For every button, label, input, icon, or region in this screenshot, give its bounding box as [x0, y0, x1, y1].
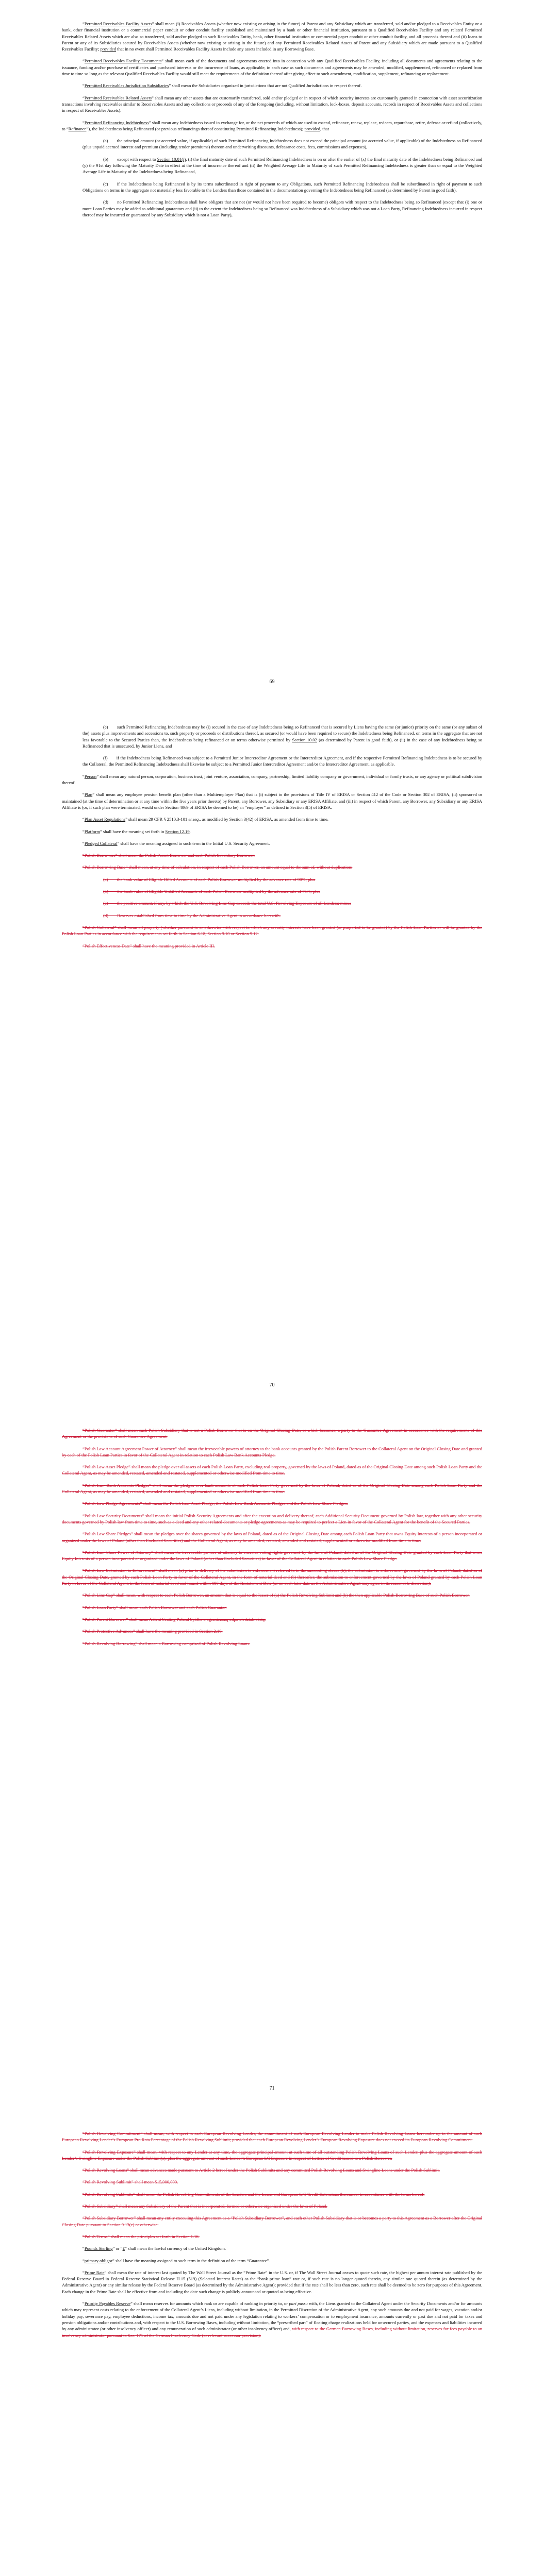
text-run: (d) no Permitted Refinancing Indebtedness shall have obligors that are not (or would not have been required to become) obligors with respect to the Indebtedness being so Refinanced (except that (i) one or more Loan Parties may be added as additional guarantors and (ii) to the extent the Indebtedness being so Refinanced was Indebtedness of a Subsidiary which was not a Loan Party, Refinancing Indebtedness incurred in respect thereof may be incurred or guaranteed by any Subsidiary which is not a Loan Party), [83, 199, 482, 217]
definition-paragraph [62, 1604, 482, 1611]
text-run: “ [83, 2258, 85, 2263]
text-run: that in no event shall Permitted Receivables Facility Assets include any assets included in any Borrowing Base. [116, 46, 315, 52]
deleted-text: “Polish Effectiveness Date” shall have the meaning provided in Article III. [83, 943, 215, 948]
text-run: “ [83, 21, 85, 26]
defined-term: Section 12.19 [165, 828, 190, 834]
deleted-text: “Polish Law Share Power of Attorney” shall mean the irrevocable powers of attorney to exercise voting rights governed by the laws of Poland, dated as of the Original Closing Date granted by each Loan Party that owns Equity Interests of a person incorporated or organized under the laws of Poland (other than Excluded Securities) in favor of the Collateral Agent in relation to each Polish Law Share Pledge. [62, 1549, 482, 1562]
text-run: ” shall mean (i) Receivables Assets (whether now existing or arising in the future) of Parent and any Subsidiary which are transferred, sold and/or pledged to a Receivables Entity or a bank, other financial institution or a commercial paper conduit or other conduit facility established and maintained by a bank or other financial institution, pursuant to a Qualified Receivables Facility and any related Permitted Receivables Related Assets which are also so transferred, sold and/or pledged to such Receivables Entity, bank, other financial institution or commercial paper conduit or other conduit facility, and all proceeds thereof and (ii) loans to Parent or any of its Subsidiaries secured by Receivables Assets (whether now existing or arising in the future) and any Permitted Receivables Related Assets of Parent and any Subsidiary which are made pursuant to a Qualified Receivables Facility; [62, 21, 482, 52]
definition-paragraph [62, 2179, 482, 2185]
text-run: pari passu [289, 2301, 308, 2307]
definition-paragraph [62, 1427, 482, 1440]
deleted-text: “Polish Subsidiary” shall mean any Subsidiary of the Parent that is incorporated, formed or otherwise organized under the laws of Poland. [83, 2204, 327, 2209]
text-run: (c) if the Indebtedness being Refinanced is by its terms subordinated in right of payment to any Obligations, such Permitted Refinancing Indebtedness shall be subordinated in right of payment to such Obligations on terms in the aggregate not materially less favorable to the Lenders than those contained in the documentation governing the Indebtedness being Refinanced (as determined by Parent in good faith), [83, 181, 482, 193]
text-run: with, the Liens granted to the Collateral Agent under the Security Documents and/or for amounts which may represent costs relating to the enforcement of the Collateral Agent’s Liens, including without limitation, in the Permitted Discretion of the Administrative Agent, any such amounts due and not paid for wages, vacation and/or holiday pay, severance pay, employee deductions, income tax, amounts due and not paid under any legislation relating to workers’ compensation or to employment insurance, amounts currently or past due and not paid for taxes and pension obligations and/or contributions and, with respect to the U.S. Borrowing Bases, including without limitation, the “prescribed part” of floating charge realizations held for unsecured parties, and the expenses and liabilities incurred by any administrator (or other insolvency officer) and any remuneration of such administrator (or other insolvency officer) and, [62, 2301, 482, 2332]
text-run: “ [83, 773, 85, 779]
text-run: “ [83, 792, 85, 798]
text-run: ” or “ [112, 2246, 123, 2251]
definition-paragraph [62, 2191, 482, 2197]
defined-term: Permitted Refinancing Indebtedness [84, 120, 149, 125]
definition-paragraph [62, 2245, 482, 2251]
deleted-text: “Polish Law Asset Pledge” shall mean the pledge over all assets of each Polish Loan Party, excluding real property, governed by the laws of Poland, dated as of the Original Closing Date among such Polish Loan Party and the Collateral Agent, as may be amended, restated, amended and restated, supplemented or otherwise modified from time to time. [62, 1464, 482, 1476]
text-run: ., as modified by Section 3(42) of ERISA, as amended from time to time. [199, 817, 328, 822]
definition-paragraph [62, 2300, 482, 2338]
text-run: ” shall mean 29 CFR § 2510.3-101 [125, 817, 189, 822]
definition-paragraph [62, 1531, 482, 1544]
defined-term: Priority Payables Reserve [84, 2301, 130, 2307]
definition-subclause [62, 900, 482, 906]
definition-paragraph [62, 828, 482, 835]
definition-paragraph [62, 120, 482, 132]
defined-term: Permitted Receivables Jurisdiction Subsidiaries [84, 83, 169, 89]
definition-paragraph [62, 1500, 482, 1506]
deleted-text: “Polish Line Cap” shall mean, with respect to each Polish Borrower, an amount that is equal to the lesser of (a) the Polish Revolving Sublimit and (b) the then applicable Polish Borrowing Base of such Polish Borrower. [83, 1592, 470, 1598]
page-number: 69 [269, 679, 275, 685]
deleted-text: “Polish Law Submission to Enforcement” shall mean (a) prior to delivery of the submission to enforcement referred to in the succeeding clause (b), the submission to enforcement governed by the laws of Poland, dated as of the Original Closing Date, granted by each Polish Loan Party in favor of the Collateral Agent, in the form of notarial deed and (b) thereafter, the submission to enforcement governed by the laws of Poland granted by each Polish Loan Party in favor of the Collateral Agent, in the form of notarial deed and issued within 180 days of the Restatement Date (or on such later date as the Administrative Agent may agree in its reasonable discretion). [62, 1568, 482, 1586]
definition-paragraph [62, 1549, 482, 1562]
definition-subclause [62, 156, 482, 175]
definition-paragraph [62, 852, 482, 858]
definition-paragraph [62, 2269, 482, 2295]
deleted-text: “Polish Revolving Sublimit” shall mean $15,000,000. [83, 2179, 178, 2185]
text-run: , that [320, 126, 329, 131]
defined-term: Pledged Collateral [84, 840, 118, 846]
defined-term: Permitted Receivables Facility Documents [84, 58, 162, 64]
text-run: “ [83, 83, 85, 89]
defined-term: £ [122, 2246, 125, 2251]
document-page [0, 0, 544, 703]
deleted-text: “Polish Law Pledge Agreements” shall mean the Polish Law Asset Pledge, the Polish Law Bank Accounts Pledges and the Polish Law Share Pledges. [83, 1501, 348, 1506]
deleted-text: “Polish Revolving Commitment” shall mean, with respect to each European Revolving Lender, the commitment of such European Revolving Lender to make Polish Revolving Loans hereunder up to the amount of such European Revolving Lender’s European Pro Rata Percentage of the Polish Revolving Sublimit; provided that each European Revolving Lender’s European Revolving Exposure does not exceed its European Revolving Commitment. [62, 2131, 482, 2143]
definition-paragraph [62, 1446, 482, 1459]
definition-paragraph [62, 791, 482, 810]
defined-term: Permitted Receivables Facility Assets [84, 21, 152, 26]
definition-subclause [62, 199, 482, 218]
definition-subclause [62, 138, 482, 150]
definition-paragraph [62, 1513, 482, 1526]
defined-term: Person [84, 773, 97, 779]
definition-paragraph [62, 58, 482, 77]
definition-subclause [62, 755, 482, 768]
deleted-text: (b) the book value of Eligible Unbilled Accounts of each Polish Borrower multiplied by the advance rate of 75%; plus [103, 889, 320, 894]
definition-subclause [62, 876, 482, 883]
definition-paragraph [62, 2130, 482, 2143]
definition-paragraph [62, 1567, 482, 1586]
definition-paragraph [62, 1616, 482, 1622]
defined-term: Section 10.02 [292, 737, 317, 742]
definition-paragraph [62, 1628, 482, 1634]
page-number: 71 [269, 2086, 275, 2091]
deleted-text: “Polish Law Security Documents” shall mean the initial Polish Security Agreements and after the execution and delivery thereof, each Additional Security Document governed by Polish law, together with any other security documents governed by Polish law from time to time, such as a deed and any other related documents or pledge agreements as may be required to perfect a Lien in favor of the Collateral Agent for the benefit of the Secured Parties. [62, 1513, 482, 1524]
text-run: “ [83, 95, 85, 100]
text-run: “ [83, 840, 85, 846]
definition-paragraph [62, 773, 482, 786]
text-run: “ [83, 817, 85, 822]
deleted-text: “Polish Law Account Agreement Power of Attorney” shall mean the irrevocable powers of attorney to the bank accounts granted by the Polish Parent Borrower to the Collateral Agent on the Original Closing Date and granted by each of the Polish Loan Parties in favor of the Collateral Agent in relation to each Polish Law Bank Accounts Pledge. [62, 1446, 482, 1458]
defined-term: Plan [84, 792, 93, 798]
text-run: ” shall mean any other assets that are customarily transferred, sold and/or pledged or in respect of which security interests are customarily granted in connection with asset securitization transactions involving receivables similar to Receivables Assets and any collections or proceeds of any of the foregoing (including, without limitation, lock-boxes, deposit accounts, records in respect of Receivables Assets and collections in respect of Receivables Assets). [62, 95, 483, 113]
deleted-text: “Polish Revolving Borrowing” shall mean a Borrowing comprised of Polish Revolving Loans. [83, 1640, 251, 1646]
page-number: 70 [269, 1382, 275, 1388]
text-run: ” shall mean reserves for amounts which rank or are capable of ranking in priority to, or [130, 2301, 289, 2307]
text-run: . [189, 828, 191, 834]
text-run: ” shall mean each of the documents and agreements entered into in connection with any Qualified Receivables Facility, including all documents and agreements relating to the issuance, funding and/or purchase of certificates and purchased interests or the incurrence of loans, as applicable, in each case as such documents and agreements may be amended, modified, supplemented, refinanced or replaced from time to time so long as the relevant Qualified Receivables Facility would still meet the requirements of the definition thereof after giving effect to such amendment, modification, supplement, refinancing or replacement. [62, 58, 482, 77]
deleted-text: “Polish Revolving Sublimits” shall mean the Polish Revolving Commitments of the Lenders and the Loans and European L/C Credit Extensions thereunder in accordance with the terms hereof. [83, 2191, 425, 2197]
text-run: (f) if the Indebtedness being Refinanced was subject to a Permitted Junior Intercreditor Agreement or the Intercreditor Agreement, and if the respective Permitted Refinancing Indebtedness is to be secured by the Collateral, the Permitted Refinancing Indebtedness shall likewise be subject to a Permitted Junior Intercreditor Agreement and/or the Intercreditor Agreement, as applicable. [83, 755, 482, 767]
text-run: ” shall have the meaning set forth in [100, 828, 166, 834]
deleted-text: “Polish Law Bank Accounts Pledges” shall mean the pledges over bank accounts of each Polish Loan Party governed by the laws of Poland, dated as of the Original Closing Date among each Polish Loan Party and the Collateral Agent, as may be amended, restated, amended and restated, supplemented or otherwise modified from time to time. [62, 1482, 482, 1495]
definition-subclause [62, 724, 482, 749]
definition-paragraph [62, 95, 482, 114]
defined-term: provided [100, 46, 117, 52]
text-run: (b) except with respect to [103, 156, 157, 162]
deleted-text: (c) the positive amount, if any, by which the U.S. Revolving Line Cap exceeds the total U.S. Revolving Exposure of all Lenders; minus [103, 901, 351, 906]
text-run: ” shall have the meaning assigned to such term in the Initial U.S. Security Agreement. [117, 840, 270, 846]
definition-paragraph [62, 2215, 482, 2228]
text-run: ” shall mean any employee pension benefit plan (other than a Multiemployer Plan) that is (i) subject to the provisions of Title IV of ERISA or Section 412 of the Code or Section 302 of ERISA, (ii) sponsored or maintained (at the time of determination or at any time within the five years prior thereto) by Parent, any Borrower, any Subsidiary or any ERISA Affiliate, and (iii) in respect of which Parent, any Borrower, any Subsidiary or any ERISA Affiliate is (or, if such plan were terminated, would under Section 4069 of ERISA be deemed to be) an “employer” as defined in Section 3(5) of ERISA. [62, 792, 482, 810]
deleted-text: “Polish Revolving Loans” shall mean advances made pursuant to Article 2 hereof under the Polish Sublimits and any committed Polish Revolving Loans and Swingline Loans under the Polish Sublimit. [83, 2167, 440, 2173]
definition-subclause [62, 181, 482, 194]
deleted-text: (a) the book value of Eligible Billed Accounts of each Polish Borrower multiplied by the advance rate of 90%; plus [103, 876, 316, 882]
text-run: et seq [188, 817, 199, 822]
text-run: “ [83, 58, 85, 64]
text-run: ” shall mean any natural person, corporation, business trust, joint venture, association, company, partnership, limited liability company or government, individual or family trusts, or any agency or political subdivision thereof. [62, 773, 482, 786]
definition-paragraph [62, 2149, 482, 2162]
deleted-text: with respect to the German Borrowing Bases, including without limitation, reserves for fees payable to an insolvency administrator pursuant to Sec. 171 of the German Insolvency Code (or relevant successor provision). [62, 2326, 482, 2338]
definition-paragraph [62, 1592, 482, 1598]
defined-term: Prime Rate [84, 2269, 105, 2275]
deleted-text: “Polish Borrowers” shall mean the Polish Parent Borrower and each Polish Subsidiary Borrower. [83, 853, 255, 858]
definition-subclause [62, 888, 482, 894]
text-run: ”), the Indebtedness being Refinanced (or previous refinancings thereof constituting Permitted Refinancing Indebtedness); [86, 126, 305, 131]
text-run: (e) such Permitted Refinancing Indebtedness may be (i) secured in the case of any Indebtedness being so Refinanced that is secured by Liens having the same (or junior) priority on the same (or any subset of the) assets plus improvements and accessions to, such property or proceeds or distributions thereof, as secured (or would have been required to secure) the Indebtedness being Refinanced, on terms in the aggregate that are not less favorable to the Secured Parties than, the Indebtedness being refinanced or on terms otherwise permitted by [83, 724, 482, 742]
definition-paragraph [62, 924, 482, 937]
text-run: ” shall have the meaning assigned to such term in the definition of the term “Guarantee”. [112, 2258, 270, 2263]
deleted-text: “Polish Law Share Pledges” shall mean the pledges over the shares governed by the laws of Poland, dated as of the Original Closing Date among each Polish Loan Party that owns Equity Interests of a person incorporated or organized under the laws of Poland (other than Excluded Securities) and the Collateral Agent, as may be amended, restated, amended and restated, supplemented or otherwise modified from time to time. [62, 1531, 482, 1543]
text-run: ” shall mean the rate of interest last quoted by The Wall Street Journal as the “Prime Rate” in the U.S. or, if The Wall Street Journal ceases to quote such rate, the highest per annum interest rate published by the Federal Reserve Board in Federal Reserve Statistical Release H.15 (519) (Selected Interest Rates) as the “bank prime loan” rate or, if such rate is no longer quoted therein, any similar rate quoted therein (as determined by the Administrative Agent) or any similar release by the Federal Reserve Board (as determined by the Administrative Agent); provided that if the rate shall be less than zero, such rate shall be deemed to be zero for purposes of this Agreement. Each change in the Prime Rate shall be effective from and including the date such change is publicly announced or quoted as being effective. [62, 2269, 482, 2294]
text-run: , (i) the final maturity date of such Permitted Refinancing Indebtedness is on or after the earlier of (x) the final maturity date of the Indebtedness being Refinanced and (y) the 91st day following the Maturity Date in effect at the time of incurrence thereof and (ii) the Weighted Average Life to Maturity of such Permitted Refinancing Indebtedness is greater than or equal to the Weighted Average Life to Maturity of the Indebtedness being Refinanced, [83, 156, 482, 175]
text-run: “ [83, 828, 85, 834]
definition-paragraph [62, 840, 482, 846]
text-run: “ [83, 2301, 85, 2307]
defined-term: Permitted Receivables Related Assets [84, 95, 152, 100]
deleted-text: “Polish Guarantor” shall mean each Polish Subsidiary that is not a Polish Borrower that is on the Original Closing Date, or which becomes, a party to the Guarantee Agreement in accordance with the requirements of this Agreement or the provisions of such Guarantee Agreement. [62, 1428, 482, 1439]
document-page [0, 703, 544, 1406]
definition-paragraph [62, 2203, 482, 2209]
definition-paragraph [62, 816, 482, 822]
definition-paragraph [62, 2233, 482, 2240]
deleted-text: “Polish Protective Advances” shall have the meaning provided in Section 2.16. [83, 1629, 223, 1634]
text-run: “ [83, 120, 85, 125]
definition-paragraph [62, 1640, 482, 1647]
deleted-text: “Polish Collateral” shall mean all property (whether pursuant to or otherwise with respect to which any security interests have been granted (or purported to be granted) by the Polish Loan Parties or will be granted by the Polish Loan Parties in accordance with the requirements set forth in Section 6.18, Section 9.10 or Section 9.12. [62, 924, 482, 937]
text-run: ” shall mean any Indebtedness issued in exchange for, or the net proceeds of which are used to extend, refinance, renew, replace, redeem, repurchase, retire, defease or refund (collectively, to “ [62, 120, 483, 131]
defined-term: Section 10.01(i) [157, 156, 186, 162]
defined-term: Plan Asset Regulations [84, 817, 126, 822]
text-run: “ [83, 2246, 85, 2251]
document-page [0, 2110, 544, 2576]
definition-paragraph [62, 864, 482, 870]
document-page [0, 1406, 544, 2110]
text-run: ” shall mean the lawful currency of the United Kingdom. [124, 2246, 226, 2251]
definition-paragraph [62, 82, 482, 89]
deleted-text: (d) Reserves established from time to time by the Administrative Agent in accordance herewith. [103, 912, 281, 918]
deleted-text: “Polish Loan Party” shall mean each Polish Borrower and each Polish Guarantor. [83, 1604, 227, 1610]
defined-term: Platform [84, 828, 100, 834]
text-run: ” shall mean the Subsidiaries organized in jurisdictions that are not Qualified Jurisdictions in respect thereof. [169, 83, 362, 89]
text-run: (a) the principal amount (or accreted value, if applicable) of such Permitted Refinancing Indebtedness does not exceed the principal amount (or accreted value, if applicable) of the Indebtedness so Refinanced (plus unpaid accrued interest and premium (including tender premiums) thereon and underwriting discounts, defeasance costs, fees, commissions and expenses), [83, 138, 482, 150]
defined-term: provided [304, 126, 320, 131]
text-run: “ [83, 2269, 85, 2275]
deleted-text: “Polish Borrowing Base” shall mean, at any time of calculation, in respect of each Polish Borrower, an amount equal to the sum of, without duplication: [83, 865, 353, 870]
definition-subclause [62, 912, 482, 919]
deleted-text: “Polish Terms” shall mean the principles set forth in Section 1.16. [83, 2233, 200, 2239]
deleted-text: “Polish Subsidiary Borrower” shall mean any entity executing this Agreement as a “Polish Subsidiary Borrower”, and each other Polish Subsidiary that is or becomes a party to this Agreement as a Borrower after the Original Closing Date pursuant to Section 9.13(c) or otherwise. [62, 2215, 482, 2227]
definition-paragraph [62, 1464, 482, 1477]
definition-paragraph [62, 21, 482, 52]
definition-paragraph [62, 2258, 482, 2264]
text-run: (as determined by Parent in good faith), or (ii) in the case of any Indebtedness being so Refinanced that is unsecured, by Junior Liens, and [83, 737, 483, 749]
defined-term: primary obligor [84, 2258, 113, 2263]
deleted-text: “Polish Parent Borrower” shall mean Adient Seating Poland Spółka z ograniczoną odpowiedzialnością. [83, 1616, 266, 1622]
definition-paragraph [62, 1482, 482, 1495]
deleted-text: “Polish Revolving Exposure” shall mean, with respect to any Lender at any time, the aggregate principal amount at such time of all outstanding Polish Revolving Loans of such Lender, plus the aggregate amount of such Lender’s Swingline Exposure under the Polish Sublimit(s), plus the aggregate amount of such Lender’s European LC Exposure in respect of Letters of Credit issued to a Polish Borrower. [62, 2149, 482, 2161]
definition-paragraph [62, 2167, 482, 2173]
defined-term: Refinance [68, 126, 87, 131]
definition-paragraph [62, 943, 482, 949]
defined-term: Pounds Sterling [84, 2246, 113, 2251]
